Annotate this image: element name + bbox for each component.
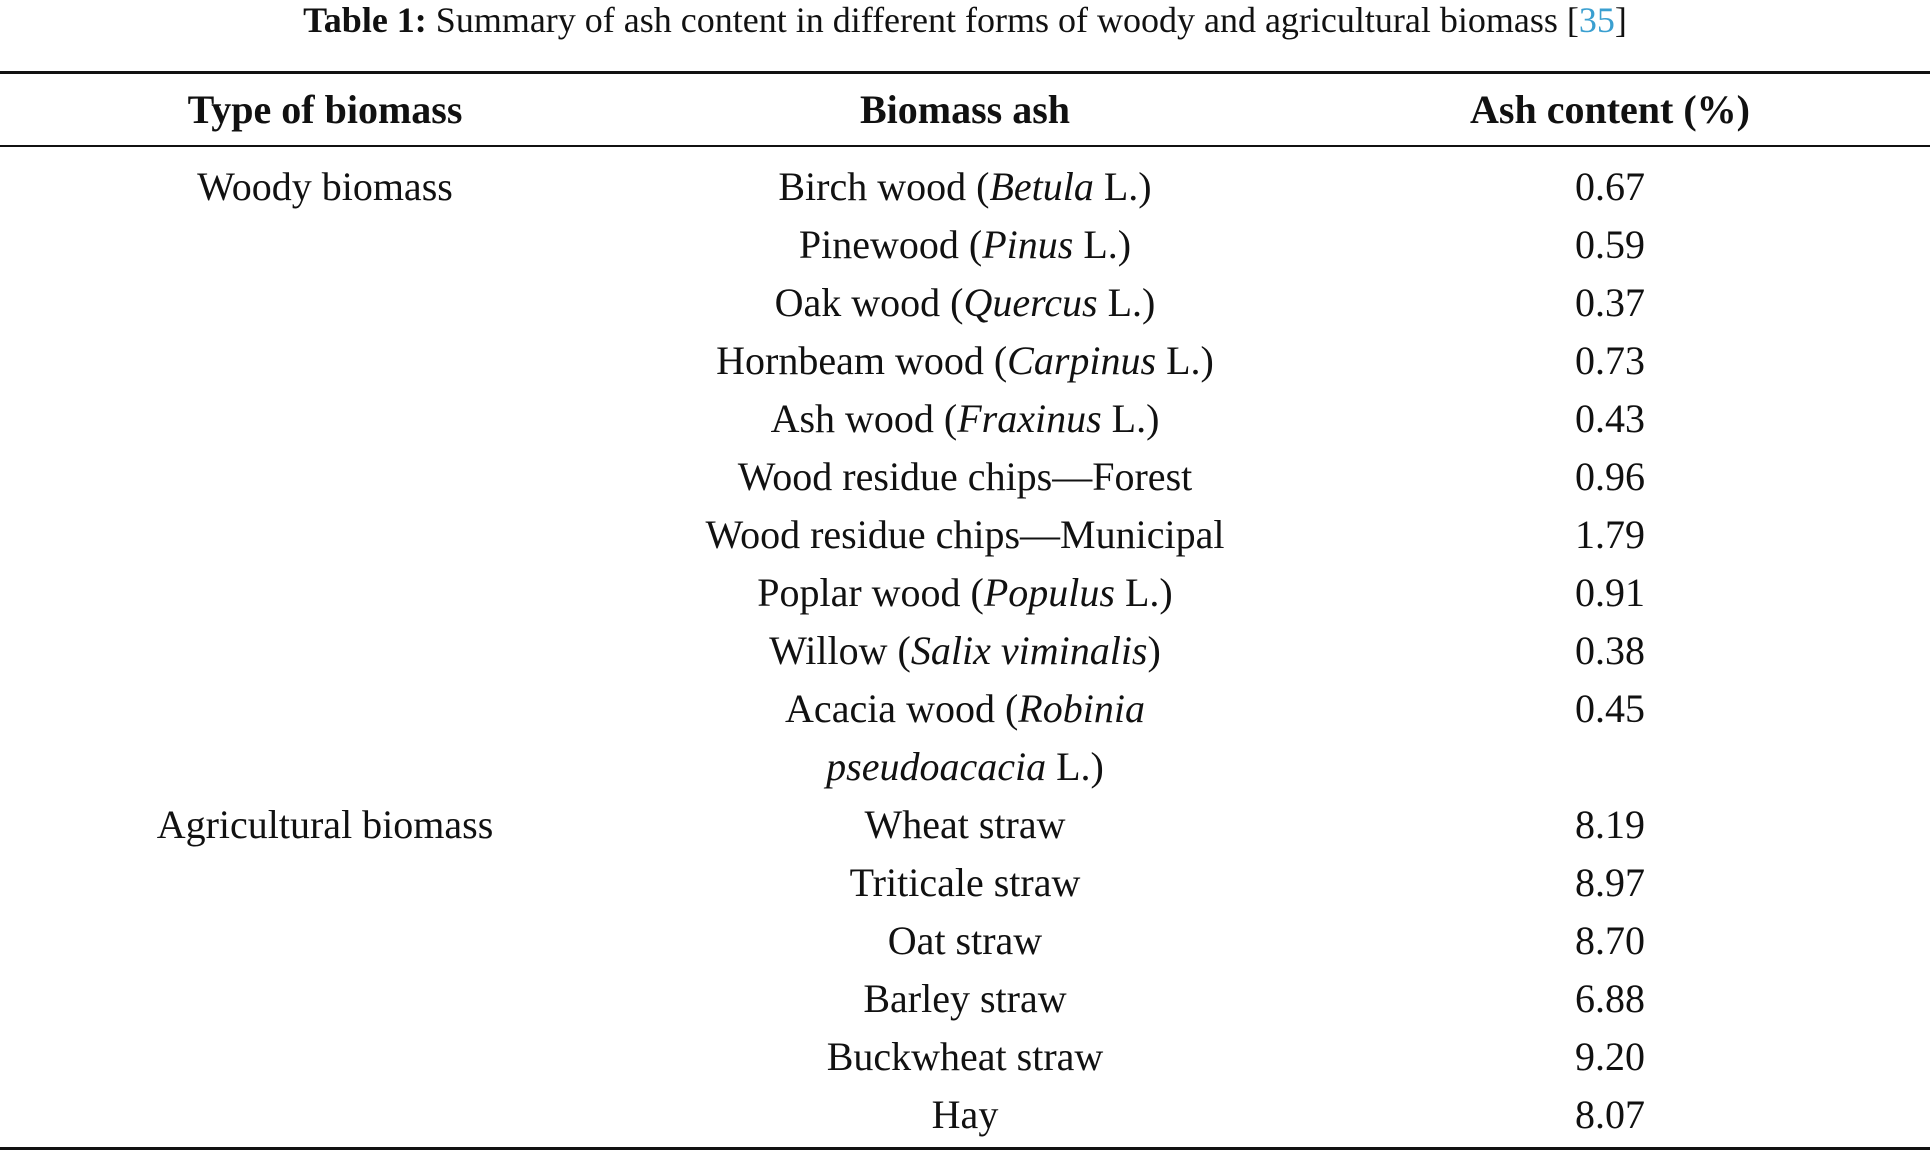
ash-content-cell: 8.70 xyxy=(1575,918,1645,963)
ash-content-cell: 0.45 xyxy=(1575,686,1645,731)
ash-name: Wood residue chips—Forest xyxy=(737,454,1193,499)
biomass-ash-cell xyxy=(630,970,1300,1028)
ash-name: Wood residue chips—Municipal xyxy=(705,512,1225,557)
ash-name-suffix: L.) xyxy=(1073,222,1132,267)
ash-content-cell: 8.97 xyxy=(1575,860,1645,905)
biomass-type-cell: Agricultural biomass xyxy=(156,802,494,847)
ash-name-suffix: ) xyxy=(1147,628,1161,673)
biomass-ash-cell xyxy=(630,622,1300,680)
ash-name: Ash wood ( xyxy=(770,396,958,441)
table-row xyxy=(0,796,1930,854)
ash-scientific-name: Pinus xyxy=(982,222,1074,267)
ash-scientific-name: Robinia pseudoacacia xyxy=(826,686,1145,789)
table-row xyxy=(0,274,1930,332)
table-top-rule xyxy=(0,71,1930,74)
biomass-ash-cell xyxy=(630,796,1300,854)
table-row xyxy=(0,332,1930,390)
biomass-ash-cell xyxy=(630,274,1300,332)
table-row xyxy=(0,854,1930,912)
biomass-ash-cell xyxy=(630,854,1300,912)
table-row xyxy=(0,216,1930,274)
ash-scientific-name: Carpinus xyxy=(1007,338,1157,383)
table-caption xyxy=(0,0,1930,44)
table-row xyxy=(0,448,1930,506)
caption-ref-close: ] xyxy=(1614,0,1627,40)
ash-name: Poplar wood ( xyxy=(757,570,984,615)
ash-name: Willow ( xyxy=(769,628,911,673)
ash-name: Acacia wood ( xyxy=(785,686,1019,731)
caption-label: Table 1: xyxy=(303,0,427,40)
ash-scientific-name: Fraxinus xyxy=(957,396,1102,441)
ash-name: Wheat straw xyxy=(864,802,1066,847)
table-row xyxy=(0,622,1930,680)
biomass-ash-cell xyxy=(740,680,1190,796)
biomass-ash-cell xyxy=(630,564,1300,622)
ash-content-cell: 9.20 xyxy=(1575,1034,1645,1079)
table-row xyxy=(0,970,1930,1028)
table-row xyxy=(0,390,1930,448)
ash-name: Birch wood ( xyxy=(778,164,990,209)
caption-reference-link[interactable]: 35 xyxy=(1578,0,1615,40)
ash-scientific-name: Populus xyxy=(983,570,1115,615)
caption-ref-open: [ xyxy=(1566,0,1579,40)
ash-content-cell: 6.88 xyxy=(1575,976,1645,1021)
table-body xyxy=(0,158,1930,1144)
ash-name-suffix: L.) xyxy=(1046,744,1104,789)
table-header-rule xyxy=(0,145,1930,147)
ash-name: Hornbeam wood ( xyxy=(716,338,1008,383)
ash-content-cell: 0.59 xyxy=(1575,222,1645,267)
ash-scientific-name: Quercus xyxy=(963,280,1098,325)
table-header xyxy=(0,78,1930,142)
biomass-ash-cell xyxy=(630,390,1300,448)
table-row xyxy=(0,506,1930,564)
ash-name: Buckwheat straw xyxy=(826,1034,1104,1079)
biomass-ash-cell xyxy=(630,506,1300,564)
caption-text: Summary of ash content in different forms of woody and agricultural biomass xyxy=(435,0,1558,40)
biomass-type-cell: Woody biomass xyxy=(197,164,453,209)
ash-name: Barley straw xyxy=(863,976,1067,1021)
header-type-of-biomass: Type of biomass xyxy=(187,87,463,132)
table-row xyxy=(0,1028,1930,1086)
ash-scientific-name: Betula xyxy=(989,164,1094,209)
ash-scientific-name: Salix viminalis xyxy=(910,628,1148,673)
ash-content-cell: 0.96 xyxy=(1575,454,1645,499)
biomass-ash-cell xyxy=(630,332,1300,390)
ash-name-suffix: L.) xyxy=(1156,338,1214,383)
table-row xyxy=(0,158,1930,216)
ash-name-suffix: L.) xyxy=(1115,570,1173,615)
ash-content-cell: 0.67 xyxy=(1575,164,1645,209)
ash-name: Oat straw xyxy=(887,918,1043,963)
table-row xyxy=(0,912,1930,970)
ash-name: Triticale straw xyxy=(849,860,1081,905)
table-row xyxy=(0,564,1930,622)
ash-content-cell: 0.37 xyxy=(1575,280,1645,325)
ash-content-cell: 1.79 xyxy=(1575,512,1645,557)
header-biomass-ash: Biomass ash xyxy=(859,87,1071,132)
biomass-ash-cell xyxy=(630,1028,1300,1086)
table-row xyxy=(0,680,1930,796)
ash-content-cell: 0.73 xyxy=(1575,338,1645,383)
ash-content-cell: 0.43 xyxy=(1575,396,1645,441)
table-row xyxy=(0,1086,1930,1144)
biomass-ash-cell xyxy=(630,216,1300,274)
biomass-ash-cell xyxy=(630,158,1300,216)
biomass-ash-cell xyxy=(630,448,1300,506)
header-ash-content: Ash content (%) xyxy=(1470,87,1750,132)
ash-content-cell: 0.91 xyxy=(1575,570,1645,615)
ash-content-cell: 0.38 xyxy=(1575,628,1645,673)
ash-name: Oak wood ( xyxy=(774,280,964,325)
ash-name-suffix: L.) xyxy=(1097,280,1156,325)
ash-content-cell: 8.07 xyxy=(1575,1092,1645,1137)
ash-content-cell: 8.19 xyxy=(1575,802,1645,847)
ash-name: Pinewood ( xyxy=(798,222,983,267)
ash-name: Hay xyxy=(931,1092,999,1137)
biomass-ash-cell xyxy=(630,1086,1300,1144)
table-bottom-rule xyxy=(0,1147,1930,1150)
ash-name-suffix: L.) xyxy=(1101,396,1160,441)
biomass-ash-cell xyxy=(630,912,1300,970)
ash-name-suffix: L.) xyxy=(1093,164,1152,209)
